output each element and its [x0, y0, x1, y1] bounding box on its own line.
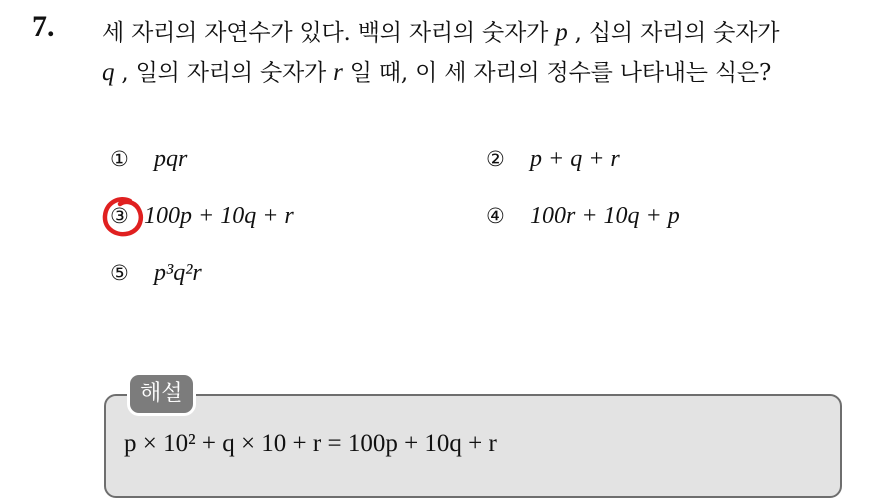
choice-expression: 100r + 10q + p [530, 203, 680, 229]
choice-5[interactable] [110, 260, 202, 287]
choice-number: ② [486, 147, 505, 171]
explanation-tag: 해설 [130, 375, 193, 413]
choice-number: ④ [486, 204, 505, 228]
choice-expression: p³q²r [154, 260, 202, 286]
question-text-1b: , 십의 자리의 숫자가 [567, 20, 780, 46]
choice-expression: p + q + r [530, 146, 620, 172]
choice-4[interactable] [486, 203, 680, 230]
variable-q: q [102, 59, 115, 86]
question-number: 7. [32, 10, 55, 43]
question-text-line-2 [102, 54, 771, 87]
variable-r: r [333, 59, 343, 86]
variable-p: p [555, 19, 568, 46]
choice-expression: pqr [154, 146, 188, 172]
choice-number: ⑤ [110, 261, 129, 285]
choice-expression: 100p + 10q + r [144, 203, 294, 229]
choice-3[interactable] [110, 203, 294, 230]
choice-number: ③ [110, 204, 129, 228]
question-text-2a: , 일의 자리의 숫자가 [114, 60, 334, 86]
explanation-equation: p × 10² + q × 10 + r = 100p + 10q + r [124, 430, 497, 457]
question-text-1a: 세 자리의 자연수가 있다. 백의 자리의 숫자가 [102, 20, 556, 46]
question-text-line-1 [102, 14, 779, 47]
question-text-2b: 일 때, 이 세 자리의 정수를 나타내는 식은? [342, 60, 772, 86]
choice-2[interactable] [486, 146, 620, 173]
choice-1[interactable] [110, 146, 187, 173]
choice-number: ① [110, 147, 129, 171]
